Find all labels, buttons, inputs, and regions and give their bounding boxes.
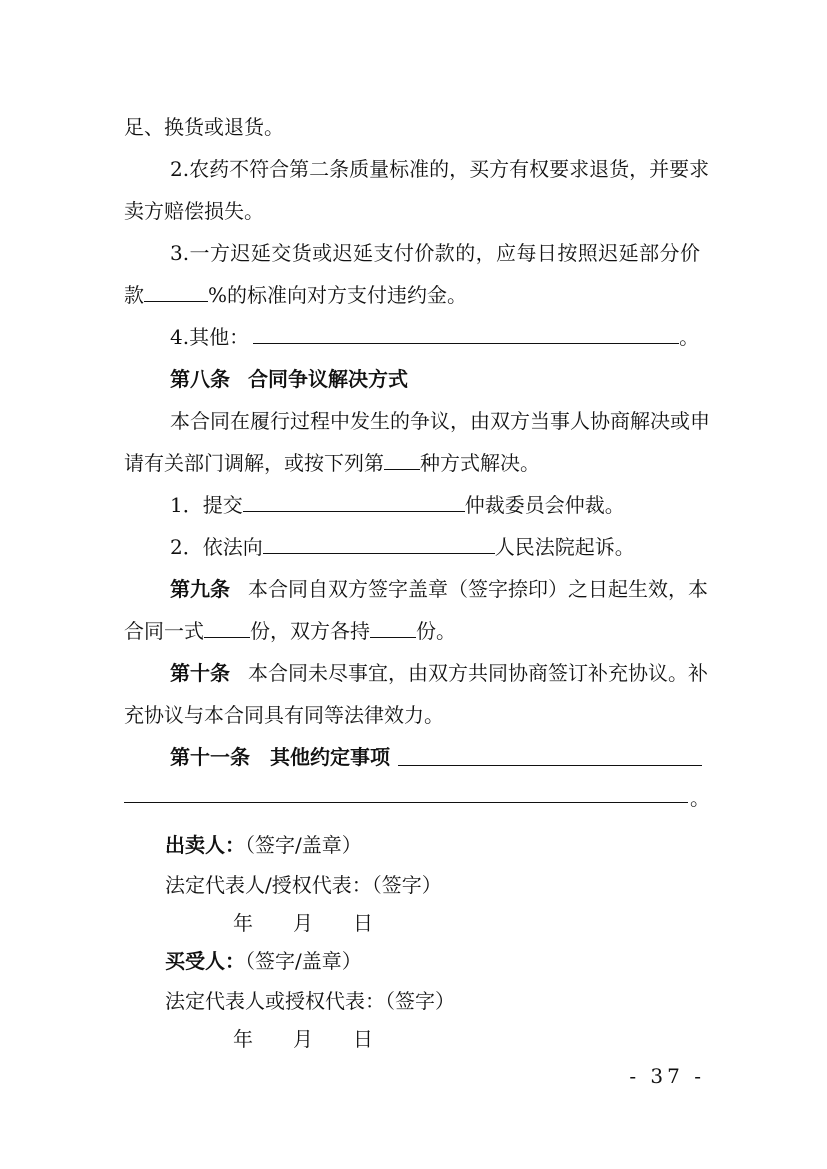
text: 3.一方迟延交货或迟延支付价款的，应每日按照迟延部分价 — [170, 241, 700, 265]
text: 种方式解决。 — [420, 451, 540, 475]
seller-signature-label — [165, 833, 362, 857]
text: 本合同未尽事宜，由双方共同协商签订补充协议。补 — [248, 661, 708, 685]
text: 法定代表人/授权代表：（签字） — [165, 873, 442, 897]
article-body — [170, 577, 708, 601]
option-line — [170, 535, 635, 559]
text: 合同一式 — [124, 619, 204, 643]
line-end — [690, 786, 710, 810]
text: （签字/盖章） — [245, 949, 362, 973]
text: 请有关部门调解，或按下列第 — [124, 451, 384, 475]
text: %的标准向对方支付违约金。 — [208, 283, 468, 307]
party-label: 买受人： — [165, 949, 245, 973]
text: 2．依法向 — [170, 535, 263, 559]
page-number: - 37 - — [629, 1064, 705, 1088]
article-body — [124, 703, 444, 727]
blank-field — [243, 493, 465, 512]
text: 4.其他： — [170, 325, 250, 349]
text: 仲裁委员会仲裁。 — [464, 493, 625, 517]
text: 。 — [690, 786, 710, 810]
article-number: 第十条 — [170, 661, 230, 685]
text: 。 — [679, 325, 700, 349]
article-heading — [170, 745, 390, 769]
article-body — [170, 661, 708, 685]
buyer-signature-label — [165, 949, 362, 973]
buyer-date — [233, 1027, 373, 1051]
text: 本合同自双方签字盖章（签字捺印）之日起生效，本 — [248, 577, 708, 601]
clause-line — [170, 157, 710, 181]
text: 法定代表人或授权代表：（签字） — [165, 989, 455, 1013]
text: 份。 — [416, 619, 456, 643]
clause-line — [170, 325, 699, 349]
buyer-representative — [165, 989, 455, 1013]
blank-field — [144, 283, 208, 302]
text: 本合同在履行过程中发生的争议，由双方当事人协商解决或申 — [170, 409, 710, 433]
text: 年 月 日 — [233, 1027, 373, 1051]
clause-line — [124, 199, 264, 223]
text: 足、换货或退货。 — [124, 115, 284, 139]
article-number: 第八条 — [170, 367, 230, 391]
article-title: 第十一条 其他约定事项 — [170, 745, 390, 769]
article-heading — [170, 367, 408, 391]
text: 年 月 日 — [233, 911, 373, 935]
text: 充协议与本合同具有同等法律效力。 — [124, 703, 444, 727]
text: 1．提交 — [170, 493, 243, 517]
blank-field — [253, 325, 679, 344]
text: 份，双方各持 — [250, 619, 370, 643]
blank-field — [124, 802, 688, 803]
clause-line — [170, 241, 700, 265]
blank-field — [204, 619, 250, 638]
blank-field — [384, 451, 420, 470]
article-body — [124, 451, 540, 475]
text: （签字/盖章） — [245, 833, 362, 857]
article-body — [124, 619, 456, 643]
party-label: 出卖人： — [165, 833, 245, 857]
text: 人民法院起诉。 — [494, 535, 635, 559]
article-number: 第九条 — [170, 577, 230, 601]
article-title: 合同争议解决方式 — [248, 367, 408, 391]
blank-field — [263, 535, 495, 554]
text: 2.农药不符合第二条质量标准的，买方有权要求退货，并要求 — [170, 157, 710, 181]
blank-field — [398, 765, 702, 766]
article-body — [170, 409, 710, 433]
clause-line — [124, 283, 467, 307]
seller-date — [233, 911, 373, 935]
text: 卖方赔偿损失。 — [124, 199, 264, 223]
blank-field — [370, 619, 416, 638]
clause-line — [124, 115, 284, 139]
seller-representative — [165, 873, 442, 897]
option-line — [170, 493, 625, 517]
text: 款 — [124, 283, 144, 307]
